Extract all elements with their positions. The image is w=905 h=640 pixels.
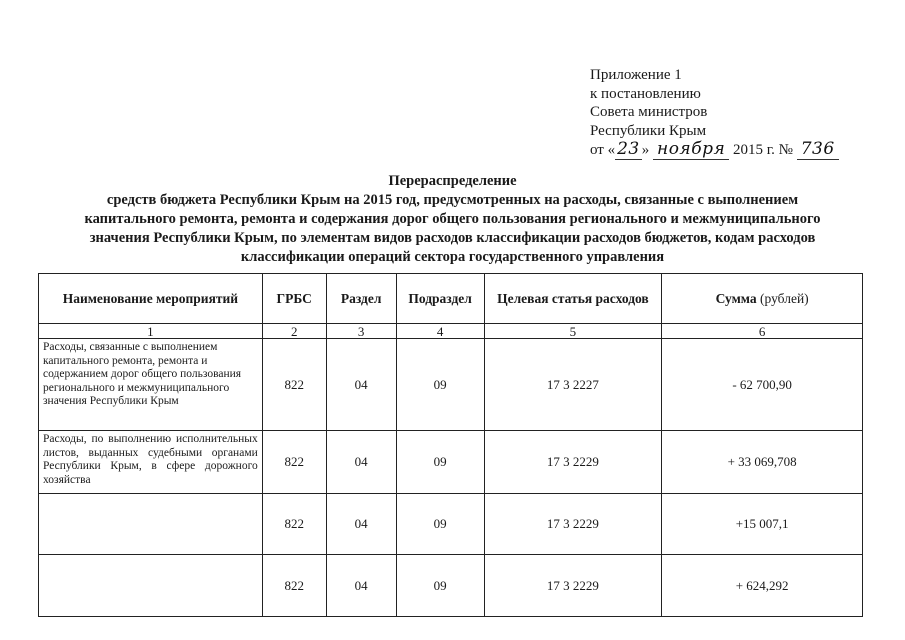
table-row [39,339,863,431]
annex-line-3: Совета министров [590,104,708,120]
document-title [40,172,865,267]
header-target: Целевая статья расходов [484,274,662,324]
row-subsection: 09 [396,431,484,494]
row-name [39,494,263,555]
row-target: 17 3 2229 [484,494,662,555]
row-grbs: 822 [262,431,326,494]
annex-date-line [590,140,839,160]
row-subsection: 09 [396,494,484,555]
header-sum-unit: (рублей) [756,290,809,306]
header-section: Раздел [326,274,396,324]
row-target: 17 3 2229 [484,431,662,494]
row-subsection: 09 [396,555,484,617]
row-name: Расходы, связанные с выполнением капитального ремонта, ремонта и содержанием дорог общего пользования регионального и межмуниципального значения Республики Крым [39,339,263,431]
column-number-row [39,324,863,339]
annex-line-2: к постановлению [590,85,701,102]
title-line-2: средств бюджета Республики Крым на 2015 год, предусмотренных на расходы, связанные с выполнением [106,192,799,208]
annex-line-1: Приложение 1 [590,67,682,83]
col-number: 1 [39,324,263,339]
date-prefix: от « [590,142,616,158]
row-grbs: 822 [262,339,326,431]
row-sum: - 62 700,90 [662,339,863,431]
row-section: 04 [326,555,396,617]
handwritten-doc-number: 736 [797,139,839,160]
col-number: 6 [662,324,863,339]
handwritten-month: ноября [653,139,729,160]
col-number: 2 [262,324,326,339]
row-sum: +15 007,1 [662,494,863,555]
row-target: 17 3 2227 [484,339,662,431]
header-sum-label: Сумма [715,290,757,306]
title-line-1: Перераспределение [388,173,517,189]
col-number: 5 [484,324,662,339]
row-grbs: 822 [262,494,326,555]
budget-table [38,273,863,617]
row-section: 04 [326,431,396,494]
header-row [39,274,863,324]
row-subsection: 09 [396,339,484,431]
header-sum [662,274,863,324]
table-row [39,494,863,555]
row-grbs: 822 [262,555,326,617]
row-section: 04 [326,494,396,555]
col-number: 4 [396,324,484,339]
handwritten-day: 23 [617,139,640,159]
title-line-5: классификации операций сектора государственного управления [240,249,665,265]
title-line-3: капитального ремонта, ремонта и содержания дорог общего пользования регионального и межмуниципального [84,211,821,227]
row-name [39,555,263,617]
row-name: Расходы, по выполнению исполнительных листов, выданных судебными органами Республики Крым, в сфере дорожного хозяйства [39,431,263,494]
header-grbs: ГРБС [262,274,326,324]
table-row [39,555,863,617]
row-sum: + 33 069,708 [662,431,863,494]
annex-block [590,66,839,160]
row-target: 17 3 2229 [484,555,662,617]
table-row [39,431,863,494]
row-sum: + 624,292 [662,555,863,617]
col-number: 3 [326,324,396,339]
date-close: » [641,142,650,158]
title-line-4: значения Республики Крым, по элементам видов расходов классификации расходов бюджетов, кодам расходов [89,230,816,246]
header-name: Наименование мероприятий [39,274,263,324]
annex-line-4: Республики Крым [590,122,707,139]
header-subsection: Подраздел [396,274,484,324]
row-section: 04 [326,339,396,431]
date-year: 2015 г. № [729,142,797,158]
